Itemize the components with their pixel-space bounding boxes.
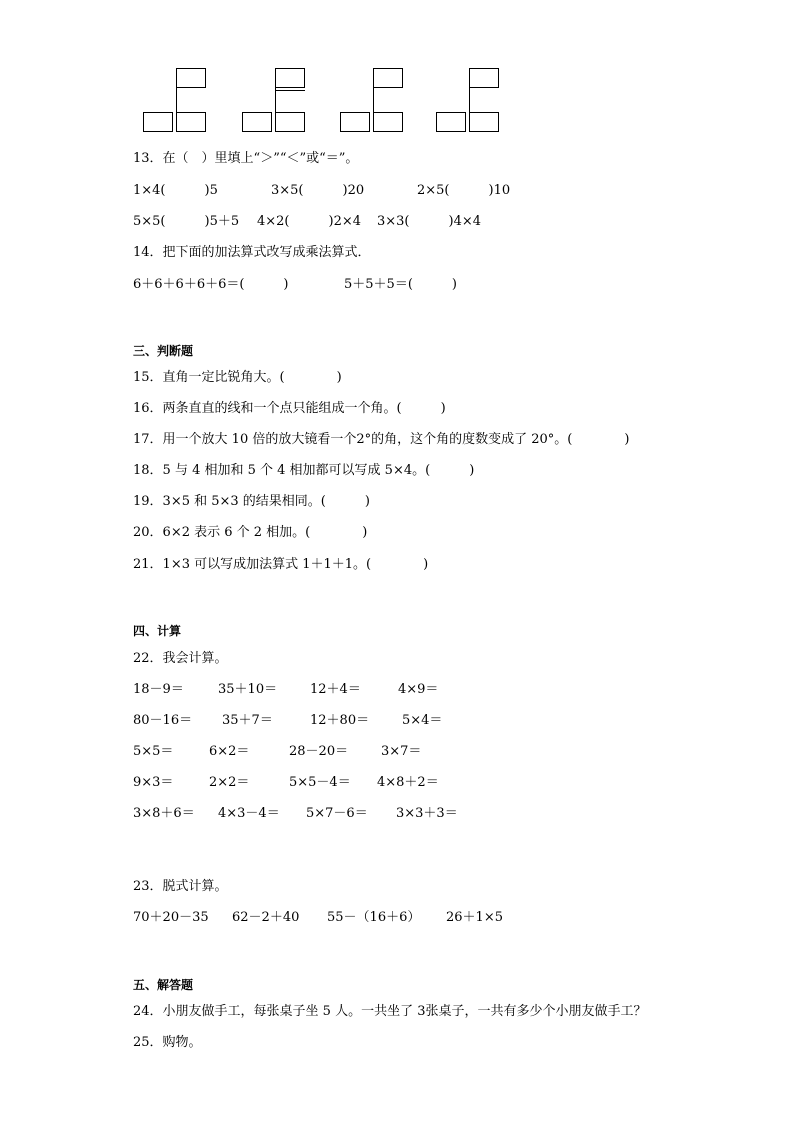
q13-item: 2×5( )10 [417,183,511,198]
judge-item: 21．1×3 可以写成加法算式 1＋1＋1。( ) [133,557,429,572]
shape-figure-3 [340,68,406,134]
judge-item: 15．直角一定比锐角大。( ) [133,370,342,385]
calc-item: 35＋10＝ [218,682,278,697]
judge-item: 18．5 与 4 相加和 5 个 4 相加都可以写成 5×4。( ) [133,463,475,478]
calc-item: 4×9＝ [398,682,439,697]
calc-item: 3×3＋3＝ [396,806,458,821]
q13-title: 13．在（ ）里填上“＞”“＜”或“＝”。 [133,151,359,166]
judge-item: 19．3×5 和 5×3 的结果相同。( ) [133,494,370,509]
calc-item: 35＋7＝ [222,713,273,728]
calc-item: 3×7＝ [381,744,422,759]
calc-item: 5×7－6＝ [306,806,368,821]
calc-item: 5×5－4＝ [289,775,351,790]
q13-item: 3×3( )4×4 [377,214,482,229]
calc-item: 5×4＝ [402,713,443,728]
calc-item: 2×2＝ [209,775,250,790]
calc-item: 70＋20－35 [133,910,209,925]
calc-item: 80－16＝ [133,713,193,728]
calc-item: 12＋4＝ [310,682,361,697]
judge-item: 20．6×2 表示 6 个 2 相加。( ) [133,525,368,540]
calc-item: 3×8＋6＝ [133,806,195,821]
judge-item: 17．用一个放大 10 倍的放大镜看一个2°的角，这个角的度数变成了 20°。( ) [133,432,630,447]
q14-title: 14．把下面的加法算式改写成乘法算式． [133,245,371,260]
calc-item: 12＋80＝ [310,713,370,728]
shape-figure-2 [242,68,308,134]
shape-figure-1 [143,68,209,134]
calc-item: 26＋1×5 [446,910,503,925]
calc-item: 18－9＝ [133,682,184,697]
section-heading: 三、判断题 [133,344,194,358]
calc-item: 4×8＋2＝ [377,775,439,790]
calc-item: 6×2＝ [209,744,250,759]
calc-item: 62－2＋40 [232,910,300,925]
shape-figure-4 [436,68,502,134]
q24-text: 24．小朋友做手工，每张桌子坐 5 人。一共坐了 3张桌子，一共有多少个小朋友做手工？ [133,1004,647,1019]
calc-item: 55－（16＋6） [327,910,421,925]
calc-item: 5×5＝ [133,744,174,759]
section-heading: 四、计算 [133,624,182,638]
calc-item: 28－20＝ [289,744,349,759]
section-heading: 五、解答题 [133,978,194,992]
calc-item: 9×3＝ [133,775,174,790]
q13-item: 1×4( )5 [133,183,218,198]
q13-item: 3×5( )20 [271,183,365,198]
q23-title: 23．脱式计算。 [133,879,228,894]
q22-title: 22．我会计算。 [133,651,228,666]
judge-item: 16．两条直直的线和一个点只能组成一个角。( ) [133,401,446,416]
q14-item: 5＋5＋5＝( ) [344,277,457,292]
q14-item: 6＋6＋6＋6＋6＝( ) [133,277,289,292]
q13-item: 4×2( )2×4 [257,214,362,229]
q13-item: 5×5( )5＋5 [133,214,240,229]
q25-text: 25．购物。 [133,1035,202,1050]
calc-item: 4×3－4＝ [218,806,280,821]
